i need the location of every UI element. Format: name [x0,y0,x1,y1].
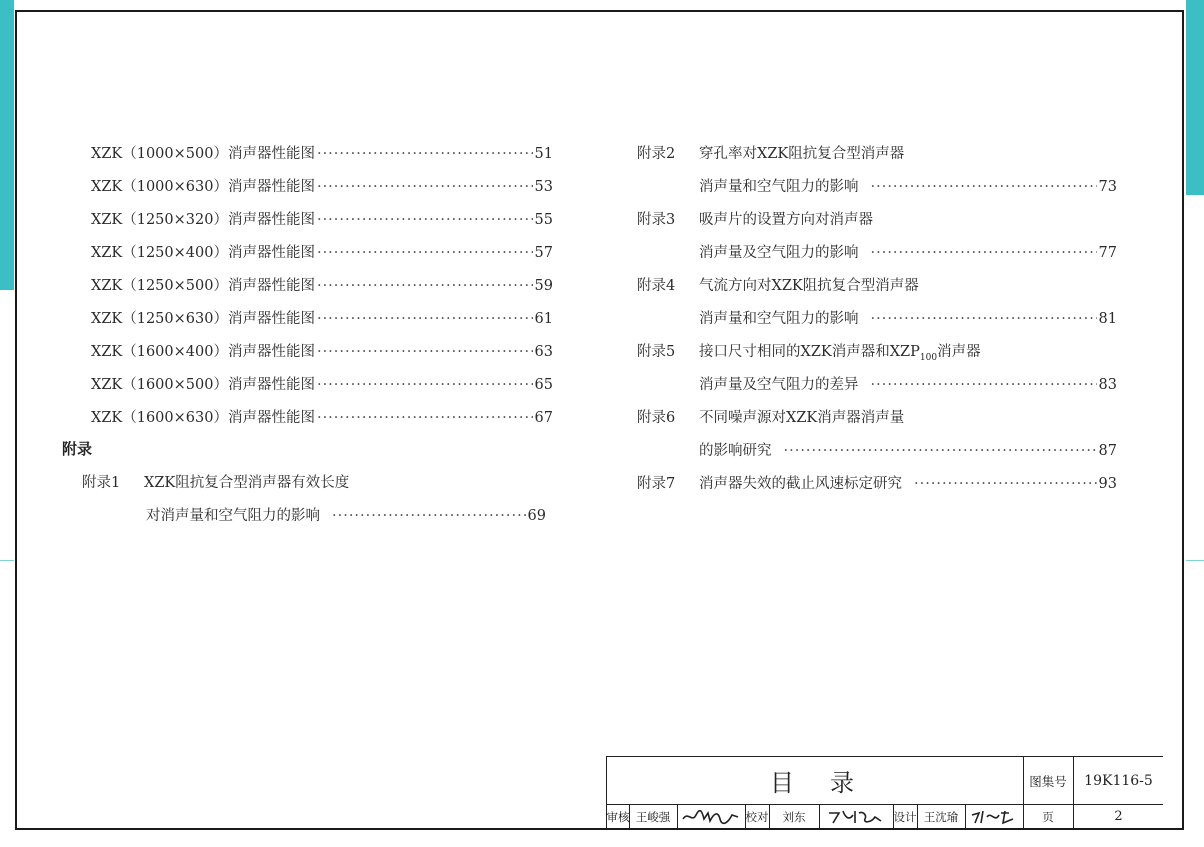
appendix-title: 吸声片的设置方向对消声器 [699,212,873,228]
left-accent-strip [0,0,14,290]
check-name: 刘东 [782,809,806,824]
toc-entry-title: 消声量及空气阻力的影响 [699,245,859,261]
appendix-tag: 附录5 [637,344,676,360]
toc-entry-title: 消声器失效的截止风速标定研究 [699,476,902,492]
toc-entry[interactable] [699,175,1117,196]
design-label: 设计 [893,809,917,824]
appendix-title: 气流方向对XZK阻抗复合型消声器 [699,278,919,294]
toc-entry-page: 59 [534,278,553,294]
appendix-title: 接口尺寸相同的XZK消声器和XZP [699,344,920,360]
dot-leader [871,311,1097,327]
dot-leader [317,245,533,261]
appendix1-line1[interactable] [82,471,349,492]
toc-entry[interactable] [91,175,553,196]
toc-entry-title: XZK（1600×400）消声器性能图 [91,344,315,360]
appendix3-line1[interactable] [637,208,873,229]
appendix-title: 穿孔率对XZK阻抗复合型消声器 [699,146,905,162]
toc-entry-title: XZK（1250×500）消声器性能图 [91,278,315,294]
dot-leader [317,146,533,162]
toc-entry-page: 57 [534,245,553,261]
toc-entry-title: 消声量及空气阻力的差异 [699,377,859,393]
toc-entry-page: 51 [534,146,553,162]
review-name: 王峻强 [635,809,671,824]
toc-entry[interactable] [699,373,1117,394]
dot-leader [317,212,533,228]
dot-leader [317,179,533,195]
appendix5-line1[interactable] [637,340,981,363]
atlas-label: 图集号 [1029,773,1067,789]
appendix-tag: 附录6 [637,410,676,426]
dot-leader [871,245,1097,261]
appendix2-line1[interactable] [637,142,904,163]
toc-entry[interactable] [699,439,1117,460]
toc-entry-page: 93 [1098,476,1117,492]
dot-leader [317,344,533,360]
dot-leader [317,410,533,426]
toc-entry[interactable] [91,373,553,394]
dot-leader [317,377,533,393]
appendix-title: 不同噪声源对XZK消声器消声量 [699,410,905,426]
dot-leader [317,311,533,327]
toc-entry[interactable] [91,340,553,361]
toc-entry-page: 73 [1098,179,1117,195]
toc-entry-page: 69 [527,508,546,524]
toc-entry[interactable] [91,208,553,229]
review-label: 审核 [606,809,630,824]
appendix-tag: 附录1 [82,475,121,491]
toc-entry-title: XZK（1250×320）消声器性能图 [91,212,315,228]
dot-leader [871,377,1097,393]
appendix-tag: 附录2 [637,146,676,162]
title-block [606,756,1163,828]
dot-leader [332,508,526,524]
appendix-tag: 附录4 [637,278,676,294]
toc-entry-page: 55 [534,212,553,228]
toc-entry-page: 63 [534,344,553,360]
review-signature [677,804,745,829]
design-name: 王沈瑜 [923,809,959,824]
appendix-heading: 附录 [62,440,93,458]
toc-entry[interactable] [91,142,553,163]
check-label: 校对 [745,809,769,824]
toc-entry[interactable] [91,274,553,295]
toc-entry[interactable] [699,307,1117,328]
toc-entry-title: XZK（1250×630）消声器性能图 [91,311,315,327]
dot-leader [871,179,1097,195]
toc-entry-page: 67 [534,410,553,426]
toc-entry-page: 53 [534,179,553,195]
toc-entry-title: 消声量和空气阻力的影响 [699,179,859,195]
toc-entry-title: 的影响研究 [699,443,772,459]
toc-entry[interactable] [146,504,546,525]
signature-icon [825,807,887,827]
atlas-number: 19K116-5 [1084,772,1153,789]
appendix-tag: 附录7 [637,476,676,492]
design-signature [965,804,1023,829]
toc-entry[interactable] [91,307,553,328]
toc-entry-title: 消声量和空气阻力的影响 [699,311,859,327]
check-signature [819,804,893,829]
toc-entry-title: XZK（1250×400）消声器性能图 [91,245,315,261]
toc-entry[interactable] [91,406,553,427]
drawing-title: 目 录 [770,769,860,797]
appendix-title-end: 消声器 [937,344,981,360]
toc-entry-page: 87 [1098,443,1117,459]
dot-leader [317,278,533,294]
page-label: 页 [1042,809,1054,824]
toc-entry-page: 61 [534,311,553,327]
right-thin-line [1186,560,1204,561]
signature-icon [680,807,742,827]
dot-leader [784,443,1097,459]
toc-entry[interactable] [637,472,1117,493]
subscript-100: 100 [919,352,938,363]
toc-entry-page: 83 [1098,377,1117,393]
toc-entry-page: 77 [1098,245,1117,261]
right-accent-strip [1186,0,1204,195]
toc-entry-title: XZK（1600×500）消声器性能图 [91,377,315,393]
appendix4-line1[interactable] [637,274,919,295]
toc-entry-page: 81 [1098,311,1117,327]
toc-entry-title: XZK（1600×630）消声器性能图 [91,410,315,426]
left-thin-line [0,560,14,561]
toc-entry-title: XZK（1000×500）消声器性能图 [91,146,315,162]
toc-entry[interactable] [699,241,1117,262]
signature-icon [969,807,1019,827]
toc-entry-title: 对消声量和空气阻力的影响 [146,508,320,524]
page-number: 2 [1114,809,1123,824]
dot-leader [914,476,1097,492]
appendix1-title: XZK阻抗复合型消声器有效长度 [144,475,350,491]
toc-entry-page: 65 [534,377,553,393]
toc-entry[interactable] [91,241,553,262]
appendix-tag: 附录3 [637,212,676,228]
toc-entry-title: XZK（1000×630）消声器性能图 [91,179,315,195]
appendix6-line1[interactable] [637,406,904,427]
